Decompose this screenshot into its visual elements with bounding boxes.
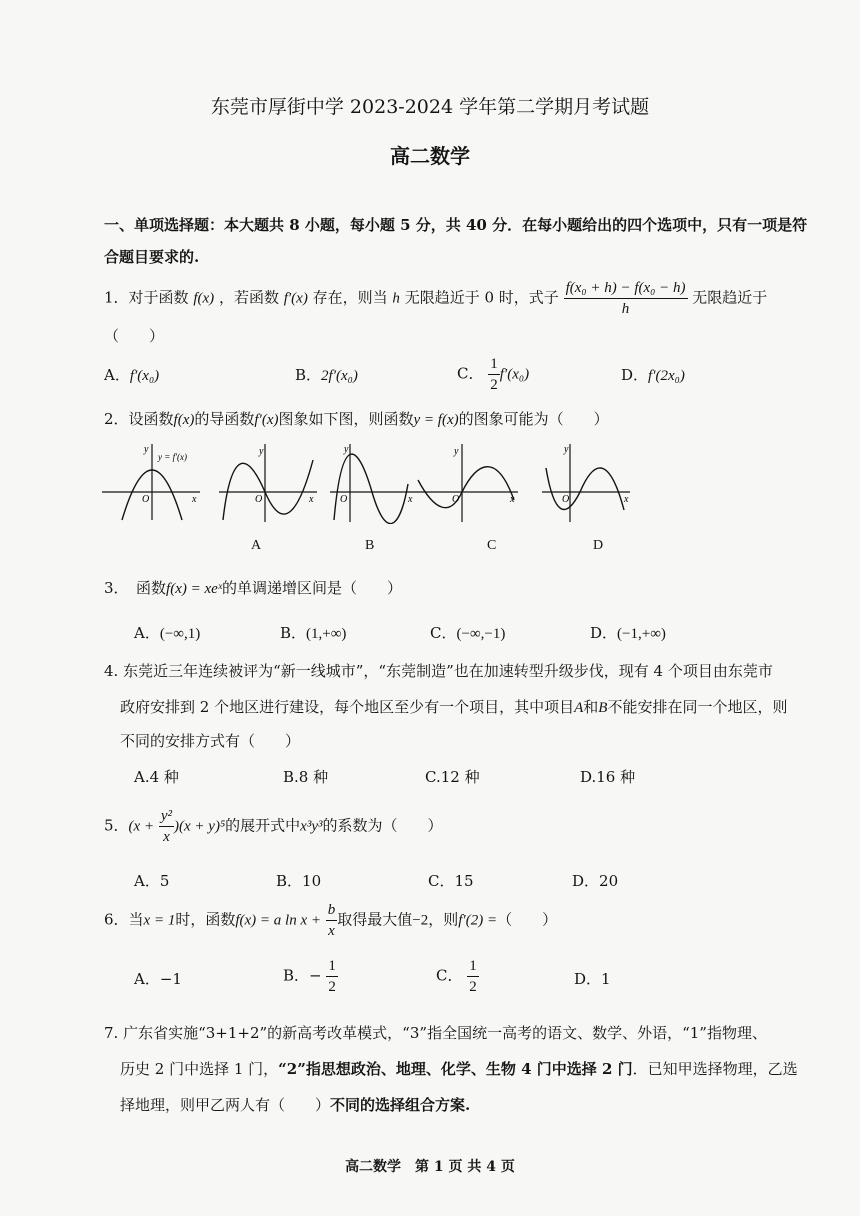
option-label: B． [295,366,322,384]
q1-mid2: 存在，则当 [312,288,388,307]
q1-prefix: 1．对于函数 [104,288,189,307]
q4-option-d [580,766,635,787]
q5-option-d [572,870,618,891]
question-5 [104,806,443,847]
frac-den: 2 [469,979,477,995]
option-label: D． [572,872,600,890]
q3-option-d [590,622,666,643]
graph-x-label: x [624,494,629,505]
q1-frac-den: h [621,301,630,317]
graph-x-label: x [309,494,314,505]
option-value: (−∞,−1) [456,626,506,642]
q4-line2a: 政府安排到 2 个地区进行建设，每个地区至少有一个项目，其中项目 [120,698,575,716]
option-label: D． [590,624,618,642]
graph-y-label: y [564,444,569,455]
option-label: A． [104,366,130,384]
q2-text4: 的图象可能为（ ） [458,410,609,428]
graph-origin-label: O [255,494,263,505]
frac-den: 2 [328,979,336,995]
frac-den: 2 [490,377,498,393]
q6-maxval: −2 [412,912,429,929]
graph-y-label: y [259,446,264,457]
question-1 [104,278,767,319]
graph-c [414,440,520,524]
option-label: D． [574,970,602,988]
option-label: A． [134,872,160,890]
q7-line2 [120,1058,798,1079]
option-value: 16 种 [596,768,636,786]
q1-answer-paren: （ ） [104,327,165,345]
q6-cond: x = 1 [143,912,176,929]
option-label: C． [457,364,484,383]
option-value: 12 种 [440,768,480,786]
q1-fx: f(x) [193,290,215,307]
q6-option-b [283,956,338,997]
option-value: 20 [599,872,619,890]
q6-paren: （ ） [497,910,558,929]
option-label: A. [134,768,150,786]
graph-x-label: x [510,494,515,505]
frac-num: 1 [326,956,338,977]
q4-line2b: 和 [583,698,599,716]
q6-prefix: 6．当 [104,910,144,929]
option-label: C. [425,768,441,786]
q5-expr-b: )(x + y)⁵ [174,818,226,835]
q4-line2 [120,696,787,717]
q6-fraction [326,900,338,941]
q7-line2a: 历史 2 门中选择 1 门， [120,1060,279,1078]
graph-label-b: B [365,538,375,553]
q5-option-a [134,870,169,891]
option-label: D. [580,768,597,786]
frac-den: x [328,923,335,939]
q3-option-a [134,622,200,643]
q6-option-d [574,968,611,989]
option-label: A． [134,970,160,988]
graph-a [217,440,321,524]
q1-option-d [621,364,685,385]
graph-x-label: x [192,494,197,505]
option-label: C． [430,624,457,642]
option-value: 1 [601,970,611,988]
q1-frac-num: f(x₀ + h) − f(x₀ − h) [564,278,688,299]
q1-option-b [295,364,358,385]
q1-mid3: 无限趋近于 0 时，式子 [404,288,559,307]
graph-origin-label: O [452,494,460,505]
q2-text2: 的导函数 [194,410,255,428]
frac-num: y² [159,806,174,827]
q1-c-fraction [488,354,500,395]
option-label: A． [134,624,160,642]
graph-y-label: y [344,444,349,455]
q7-line2b: “2”指思想政治、地理、化学、生物 4 门中选择 2 门 [278,1060,633,1078]
q1-h: h [392,290,400,307]
q6-ask: f′(2) = [458,912,498,929]
graph-label-a: A [251,538,262,553]
q4-line3: 不同的安排方式有（ ） [120,732,301,750]
option-label: B. [283,768,299,786]
question-6 [104,900,557,941]
q7-line3b: 不同的选择组合方案. [330,1096,471,1114]
graph-label-c: C [487,538,497,553]
q6-expr: f(x) = a ln x + [235,912,321,929]
q4-line1: 4. 东莞近三年连续被评为“新一线城市”，“东莞制造”也在加速转型升级步伐，现有 4 个项目由东莞市 [104,662,773,680]
option-sign: − [309,966,322,985]
graph-curve-label: y = f′(x) [158,452,188,462]
q7-line1: 7. 广东省实施“3+1+2”的新高考改革模式，“3”指全国统一高考的语文、数学、外语，“1”指物理、 [104,1024,767,1042]
q1-option-c [457,354,529,395]
q1-mid: ，若函数 [218,288,279,307]
q7-line2c: ．已知甲选择物理，乙选 [632,1060,798,1078]
option-value: f′(x₀) [129,368,160,384]
q1-fpx: f′(x) [283,290,308,307]
q5-option-b [276,870,321,891]
question-2 [104,408,609,429]
frac-num: b [326,900,338,921]
q6-text1: 时，函数 [175,910,236,929]
graph-origin-label: O [562,494,570,505]
option-value: 4 种 [149,768,179,786]
q5-term: x³y³ [300,818,323,835]
graph-x-label: x [408,494,413,505]
q4-project-a: A [574,700,584,716]
q4-line2c: 不能安排在同一个地区，则 [607,698,788,716]
q6-c-fraction [467,956,479,997]
option-value: (−1,+∞) [617,626,666,642]
q4-option-b [283,766,328,787]
q7-line3 [120,1094,470,1115]
q6-b-fraction [326,956,338,997]
q5-text1: 的展开式中 [225,816,301,835]
q2-fx: f(x) [173,412,195,428]
derivative-graph [100,440,204,524]
graph-y-label: y [144,444,149,455]
q4-project-b: B [598,700,608,716]
option-value: (1,+∞) [306,626,347,642]
option-value: −1 [159,970,182,988]
option-value: (−∞,1) [159,626,201,642]
graph-origin-label: O [340,494,348,505]
graph-origin-label: O [142,494,150,505]
section-heading-line2: 合题目要求的. [104,248,200,266]
q5-option-c [428,870,474,891]
option-label: C． [428,872,455,890]
frac-num: 1 [488,354,500,375]
option-label: B． [276,872,303,890]
graph-d [540,440,632,524]
subject-title: 高二数学 [390,144,470,168]
option-value: f′(x₀) [499,366,530,383]
q5-fraction [159,806,174,847]
q2-yfx: y = f(x) [413,412,459,428]
q2-text3: 图象如下图，则函数 [278,410,414,428]
q2-text1: 2．设函数 [104,410,174,428]
option-label: D． [621,366,649,384]
q3-expr: f(x) = xeˣ [166,581,223,597]
option-value: f′(2x₀) [648,368,685,384]
frac-den: x [163,829,170,845]
q5-text2: 的系数为（ ） [322,816,443,835]
section-heading-line1: 一、单项选择题：本大题共 8 小题，每小题 5 分，共 40 分．在每小题给出的四个选项中，只有一项是符 [104,216,808,234]
exam-title: 东莞市厚街中学 2023-2024 学年第二学期月考试题 [210,96,650,118]
option-label: C． [436,966,463,985]
q5-prefix: 5． [104,816,129,835]
option-value: 2f′(x₀) [321,368,358,384]
frac-num: 1 [467,956,479,977]
option-label: B． [280,624,307,642]
q1-option-a [104,364,159,385]
q5-expr-a: (x + [128,818,155,835]
q7-line3a: 择地理，则甲乙两人有（ ） [120,1096,331,1114]
q6-text2: 取得最大值 [337,910,413,929]
q2-fpx: f′(x) [254,412,279,428]
option-value: 5 [159,872,170,890]
option-value: 8 种 [298,768,329,786]
q6-option-c [436,956,479,997]
option-value: 15 [454,872,474,890]
option-value: 10 [302,872,322,890]
q6-option-a [134,968,182,989]
q1-fraction [564,278,688,319]
question-3 [104,577,402,598]
q3-option-c [430,622,505,643]
option-label: B． [283,966,310,985]
q4-option-c [425,766,480,787]
q3-text2: 的单调递增区间是（ ） [222,579,403,597]
graph-label-d: D [593,538,604,553]
q4-option-a [134,766,179,787]
page-footer: 高二数学 第 1 页 共 4 页 [345,1159,515,1175]
q1-suffix: 无限趋近于 [692,288,768,307]
q6-text3: ，则 [428,910,459,929]
graph-b [328,440,418,524]
q3-text1: 3． 函数 [104,579,167,597]
graph-y-label: y [454,446,459,457]
q3-option-b [280,622,346,643]
